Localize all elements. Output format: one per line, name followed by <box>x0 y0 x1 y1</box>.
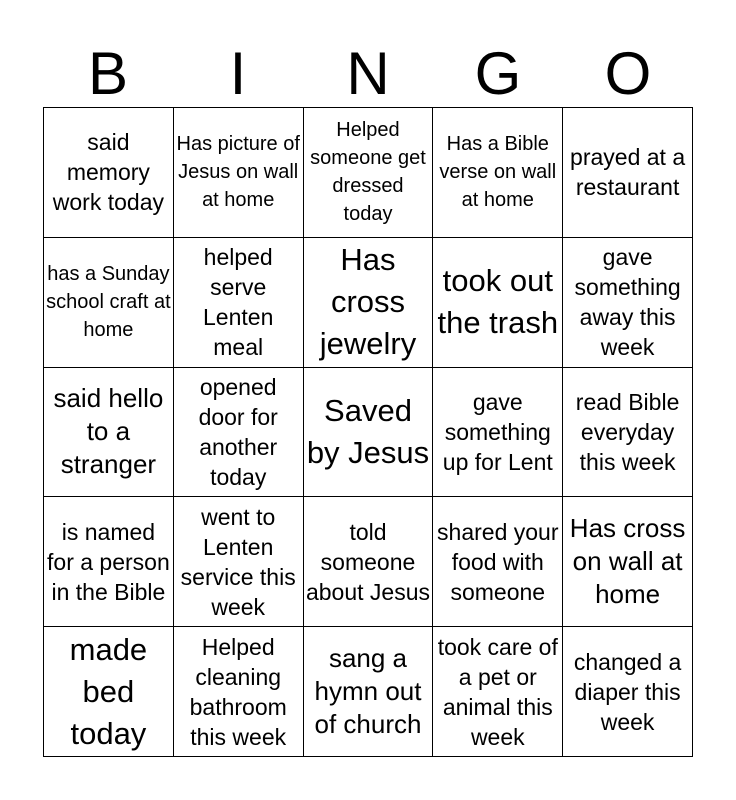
bingo-cell <box>563 108 693 238</box>
bingo-card-grid <box>43 107 693 757</box>
cell-text: Has cross jewelry <box>319 242 417 362</box>
bingo-cell <box>433 237 563 367</box>
bingo-cell <box>303 108 433 238</box>
cell-text: is named for a person in the Bible <box>47 518 170 605</box>
cell-text: made bed today <box>69 631 148 751</box>
header-letter-b: B <box>87 40 129 107</box>
cell-text: gave something away this week <box>574 244 681 361</box>
bingo-cell <box>433 627 563 757</box>
bingo-cell <box>173 497 303 627</box>
bingo-row <box>44 497 693 627</box>
bingo-cell <box>173 367 303 497</box>
bingo-cell <box>303 497 433 627</box>
header-letter-n: N <box>346 40 390 107</box>
bingo-cell <box>173 237 303 367</box>
header-letter-i: I <box>229 40 247 107</box>
cell-text: sang a hymn out of church <box>314 643 422 740</box>
bingo-cell <box>303 237 433 367</box>
header-letter-g: G <box>474 40 522 107</box>
cell-text: took care of a pet or animal this week <box>437 633 558 750</box>
cell-text: has a Sunday school craft at home <box>46 263 171 342</box>
bingo-cell <box>563 237 693 367</box>
cell-text: prayed at a restaurant <box>570 144 686 201</box>
bingo-row <box>44 108 693 238</box>
bingo-row <box>44 367 693 497</box>
header-letter-o: O <box>604 40 652 107</box>
bingo-row <box>44 237 693 367</box>
cell-text: Helped cleaning bathroom this week <box>189 633 287 750</box>
cell-text: Has a Bible verse on wall at home <box>439 133 557 212</box>
cell-text: said memory work today <box>52 129 164 216</box>
cell-text: read Bible everyday this week <box>575 388 680 475</box>
bingo-cell <box>44 367 174 497</box>
cell-text: went to Lenten service this week <box>180 503 296 620</box>
bingo-cell <box>563 627 693 757</box>
bingo-cell <box>433 108 563 238</box>
bingo-row <box>44 627 693 757</box>
cell-text: Has picture of Jesus on wall at home <box>176 133 300 212</box>
bingo-cell <box>433 367 563 497</box>
bingo-cell <box>173 627 303 757</box>
bingo-cell <box>173 108 303 238</box>
cell-text: opened door for another today <box>198 373 278 490</box>
bingo-header <box>43 40 693 108</box>
cell-text: Saved by Jesus <box>306 392 430 470</box>
cell-text: Helped someone get dressed today <box>310 119 426 226</box>
cell-text: took out the trash <box>437 263 559 341</box>
bingo-cell <box>44 497 174 627</box>
bingo-cell <box>563 367 693 497</box>
bingo-cell <box>303 367 433 497</box>
cell-text: Has cross on wall at home <box>569 513 686 610</box>
bingo-cell <box>44 237 174 367</box>
bingo-cell <box>44 627 174 757</box>
cell-text: helped serve Lenten meal <box>203 244 274 361</box>
cell-text: changed a diaper this week <box>573 648 682 735</box>
cell-text: gave something up for Lent <box>442 388 553 475</box>
cell-text: said hello to a stranger <box>53 383 164 480</box>
cell-text: told someone about Jesus <box>305 518 430 605</box>
cell-text: shared your food with someone <box>437 518 559 605</box>
bingo-cell <box>303 627 433 757</box>
bingo-cell <box>433 497 563 627</box>
bingo-cell <box>44 108 174 238</box>
bingo-cell <box>563 497 693 627</box>
